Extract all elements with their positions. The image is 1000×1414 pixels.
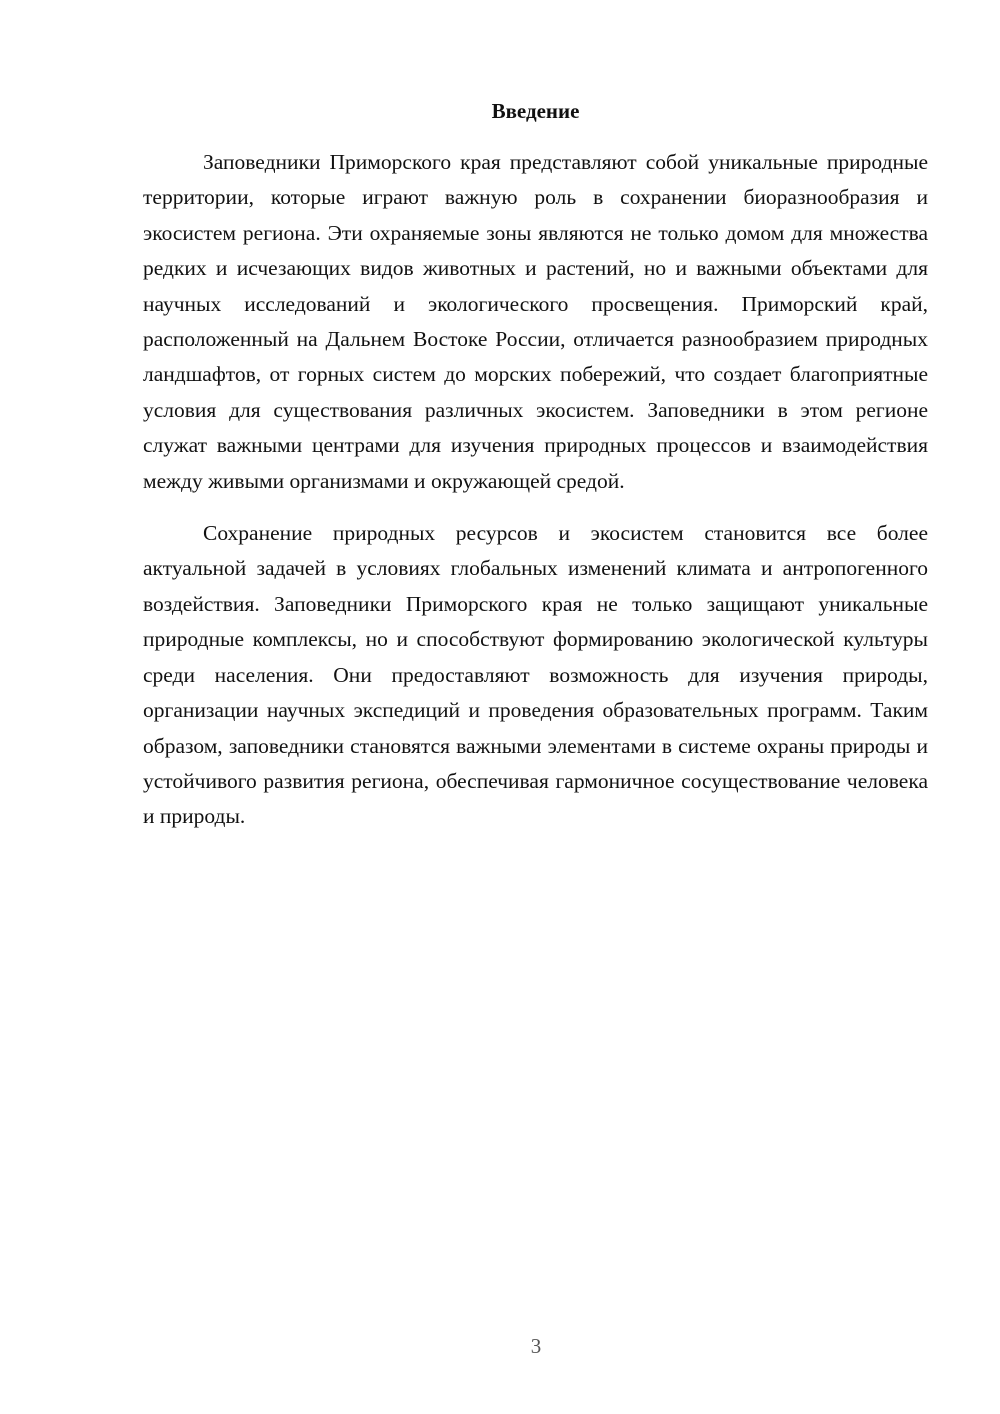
body-text [143, 145, 928, 835]
paragraph-1: Заповедники Приморского края представляют собой уникальные природные территории, которые играют важную роль в сохранении биоразнообразия и экосистем региона. Эти охраняемые зоны являются не только домом для множества редких и исчезающих видов животных и растений, но и важными объектами для научных исследований и экологического просвещения. Приморский край, расположенный на Дальнем Востоке России, отличается разнообразием природных ландшафтов, от горных систем до морских побережий, что создает благоприятные условия для существования различных экосистем. Заповедники в этом регионе служат важными центрами для изучения природных процессов и взаимодействия между живыми организмами и окружающей средой. [143, 150, 928, 493]
page-number: 3 [530, 1334, 542, 1358]
section-title: Введение [491, 99, 580, 123]
paragraph-2: Сохранение природных ресурсов и экосистем становится все более актуальной задачей в условиях глобальных изменений климата и антропогенного воздействия. Заповедники Приморского края не только защищают уникальные природные комплексы, но и способствуют формированию экологической культуры среди населения. Они предоставляют возможность для изучения природы, организации научных экспедиций и проведения образовательных программ. Таким образом, заповедники становятся важными элементами в системе охраны природы и устойчивого развития региона, обеспечивая гармоничное сосуществование человека и природы. [143, 521, 928, 829]
